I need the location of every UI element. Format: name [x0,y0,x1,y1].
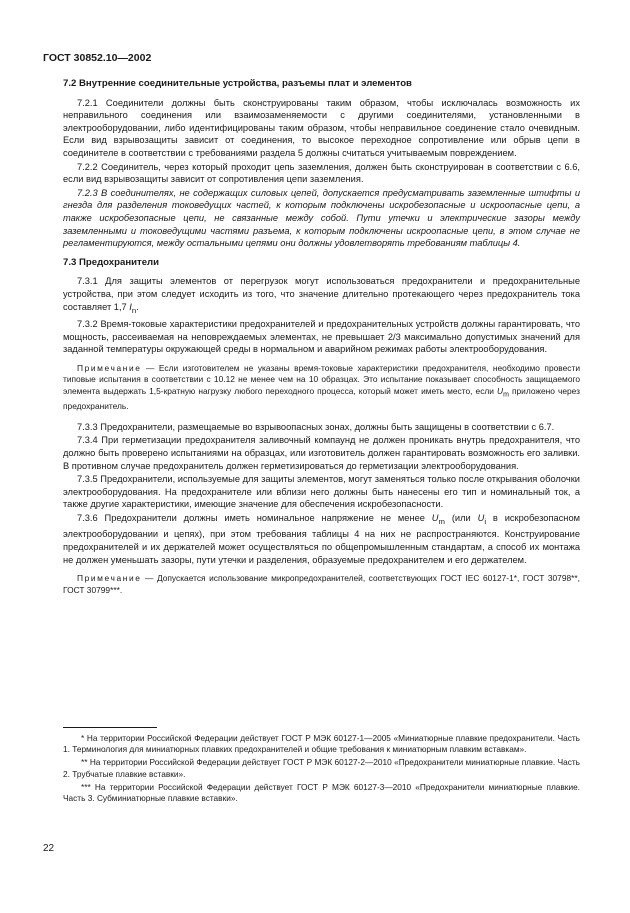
paragraph-7-2-1: 7.2.1 Соединители должны быть сконструированы таким образом, чтобы исключалась возможность их неправильного соединения или взаимозаменяемости с другими соединителями, установленными в электрооборудовании, либо идентифицированы таким образом, чтобы неправильное соединение стало очевидным. Если вид взрывозащиты зависит от соединения, то высокое переходное сопротивление или обрыв цепи в соединителе в соответствии с требованиями раздела 5 должны считаться учитываемым повреждением. [63,97,580,158]
document-header: ГОСТ 30852.10—2002 [43,52,152,64]
footnote-1: * На территории Российской Федерации действует ГОСТ Р МЭК 60127-1—2005 «Миниатюрные плавкие предохранители. Часть 1. Терминология для миниатюрных плавких предохранителей и общие требования к миниатюрным плавким вставкам». [63,733,580,755]
footnote-divider [63,727,157,728]
paragraph-7-3-5: 7.3.5 Предохранители, используемые для защиты элементов, могут заменяться только после открывания оболочки электрооборудования. На предохранителе или вблизи него должны быть нанесены его тип и номинальный ток, а также другие характеристики, имеющие значение для обеспечения искробезопасности. [63,474,580,510]
section-7-2-title: 7.2 Внутренние соединительные устройства, разъемы плат и элементов [63,78,412,89]
page-number: 22 [43,843,55,854]
note-1: Примечание — Если изготовителем не указаны время-токовые характеристики предохранителя, необходимо провести типовые испытания в соответствии с 10.12 не менее чем на 10 образцах. Это испытание показывает способность защищаемого элемента выдержать 1,5-кратную нагрузку любого переходного процесса, который может иметь место, если $U_m$ приложено через предохранитель. [63,362,580,412]
section-7-3-title: 7.3 Предохранители [63,256,160,268]
note-label: Примечание [77,573,142,584]
paragraph-7-3-2: 7.3.2 Время-токовые характеристики предохранителей и предохранительных устройств должны гарантировать, что мощность, рассеиваемая на неповреждаемых элементах, не превышает 2/3 максимально допустимых значений для заданной температуры окружающей среды в нормальном и аварийном режимах работы электрооборудования. [63,318,580,355]
paragraph-7-2-2: 7.2.2 Соединитель, через который проходит цепь заземления, должен быть сконструирован в соответствии с 6.6, если вид взрывозащиты зависит от сопротивления цепи заземления. [63,161,580,185]
main-content [63,78,580,604]
footnote-2: ** На территории Российской Федерации действует ГОСТ Р МЭК 60127-2—2010 «Предохранители миниатюрные плавкие. Часть 2. Трубчатые плавкие вставки». [63,757,580,779]
footnotes [63,727,580,806]
paragraph-7-3-6: 7.3.6 Предохранители должны иметь номинальное напряжение не менее $U_m$ (или $U_i$ в искробезопасном электрооборудовании и цепях), при этом требования таблицы 4 на них не распространяются. Конструирование предохранителей и их держателей может осуществляться по общепромышленным стандартам, а способ их монтажа не должен уменьшать зазоры, пути утечки и разделения, образуемые предохранителем и его держателем. [63,512,581,565]
paragraph-7-3-3: 7.3.3 Предохранители, размещаемые во взрывоопасных зонах, должны быть защищены в соответствии с 6.7. [77,421,555,432]
note-label: Примечание [77,362,142,373]
paragraph-7-3-1: 7.3.1 Для защиты элементов от перегрузок могут использоваться предохранители и предохранительные устройства, при этом следует исходить из того, что значение длительно протекающего через предохранитель тока составляет 1,7 $I_n$. [63,276,580,315]
footnote-3: *** На территории Российской Федерации действует ГОСТ Р МЭК 60127-3—2010 «Предохранители миниатюрные плавкие. Часть 3. Субминиатюрные плавкие вставки». [63,781,580,804]
paragraph-7-3-4: 7.3.4 При герметизации предохранителя заливочный компаунд не должен проникать внутрь предохранителя, что должно быть проверено испытаниями на образцах, или изготовитель должен гарантировать возможность его заливки. В противном случае предохранитель должен герметизироваться до герметизации электрооборудования. [63,435,580,471]
note-2: Примечание — Допускается использование микропредохранителей, соответствующих ГОСТ IEC 60127-1*, ГОСТ 30798**, ГОСТ 30799***. [63,573,580,595]
paragraph-7-2-3: 7.2.3 В соединителях, не содержащих силовых цепей, допускается предусматривать заземленные штифты и гнезда для разделения токоведущих частей, к которым подключены искробезопасные и искроопасные цепи, а также искробезопасные цепи, не связанные между собой. Пути утечки и электрические зазоры между заземленными и токоведущими частями разъема, к которым подключены искроопасные цепи, в этом случае не регламентируются, между остальными цепями они должны удовлетворять требованиям таблицы 4. [63,187,580,249]
